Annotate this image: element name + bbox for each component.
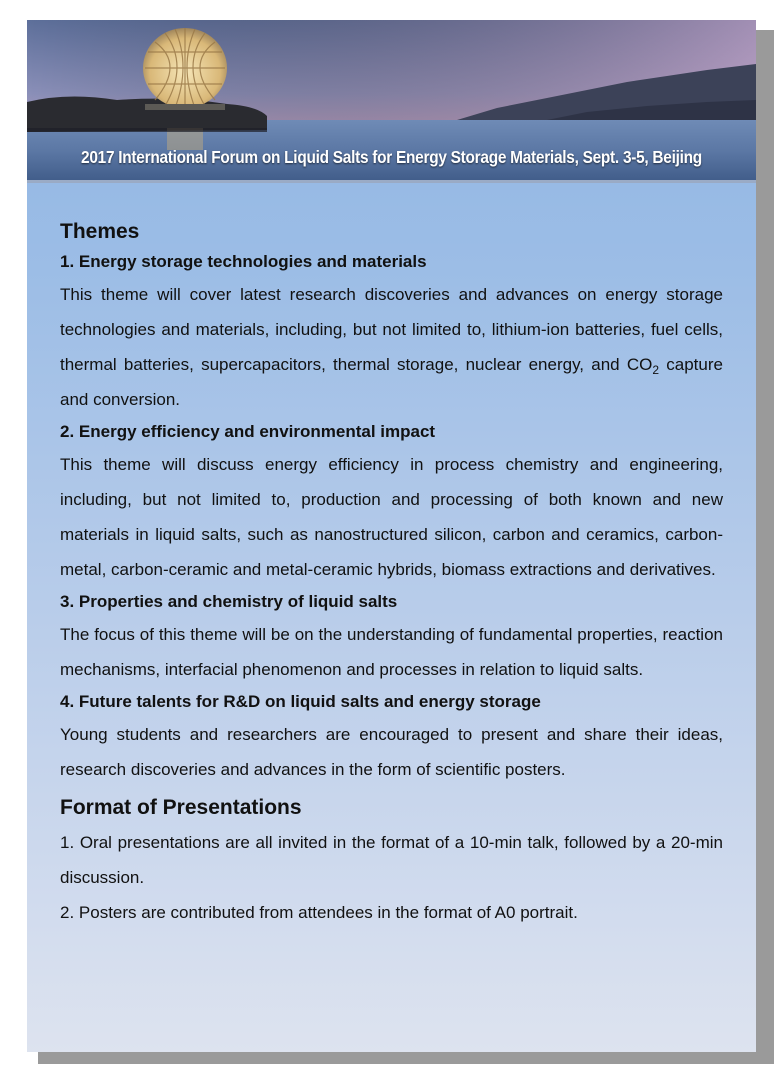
theme-1-title: 1. Energy storage technologies and materials [60, 252, 427, 271]
content [60, 217, 723, 930]
format-heading: Format of Presentations [60, 796, 302, 819]
themes-heading: Themes [60, 220, 140, 243]
banner-title: 2017 International Forum on Liquid Salts for Energy Storage Materials, Sept. 3-5, Beijing [81, 147, 702, 167]
format-item-1: 1. Oral presentations are all invited in the format of a 10-min talk, followed by a 20-min discussion. [60, 833, 723, 887]
co2-subscript: 2 [652, 363, 660, 377]
theme-2-body: This theme will discuss energy efficiency in process chemistry and engineering, including, but not limited to, production and processing of both known and new materials in liquid salts, such as nanostructured silicon, carbon and ceramics, carbon-metal, carbon-ceramic and metal-ceramic hybrids, biomass extractions and derivatives. [60, 455, 723, 579]
theme-4-title: 4. Future talents for R&D on liquid salts and energy storage [60, 692, 541, 711]
flyer-card [27, 20, 756, 1052]
format-item-2: 2. Posters are contributed from attendees in the format of A0 portrait. [60, 903, 578, 922]
theme-4-body: Young students and researchers are encouraged to present and share their ideas, research discoveries and advances in the form of scientific posters. [60, 725, 723, 779]
theme-2-title: 2. Energy efficiency and environmental impact [60, 422, 436, 441]
theme-3-body: The focus of this theme will be on the understanding of fundamental properties, reaction mechanisms, interfacial phenomenon and processes in relation to liquid salts. [60, 625, 723, 679]
theme-3-title: 3. Properties and chemistry of liquid salts [60, 592, 398, 611]
banner [27, 20, 756, 183]
theme-1-body: This theme will cover latest research discoveries and advances on energy storage technologies and materials, including, but not limited to, lithium-ion batteries, fuel cells, thermal batteries, supercapacitors, thermal storage, nuclear energy, and $CO_2$ capture and conversion. [60, 285, 723, 409]
